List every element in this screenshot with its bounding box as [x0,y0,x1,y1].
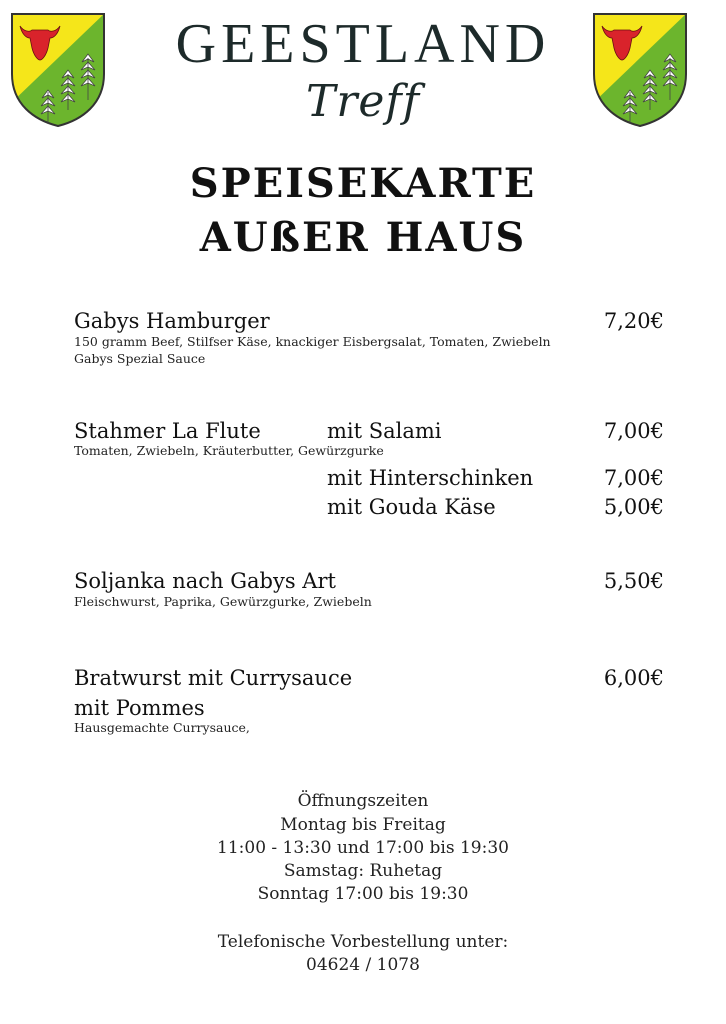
page-title: SPEISEKARTE [189,160,537,207]
menu-item-name-continued: mit Pommes [74,696,205,720]
menu-item-name: Soljanka nach Gabys Art [74,569,336,593]
hours-line: Montag bis Freitag [280,815,446,835]
menu-item-description: Hausgemachte Currysauce, [74,720,250,735]
contact-phone: 04624 / 1078 [306,955,420,975]
menu-option-price: 5,00€ [603,495,664,519]
hours-heading: Öffnungszeiten [297,791,429,811]
brand-script: Treff [306,76,420,127]
menu-item-description: Tomaten, Zwiebeln, Kräuterbutter, Gewürzgurke [74,443,384,458]
hours-line: Samstag: Ruhetag [283,861,443,881]
menu-item-name: Bratwurst mit Currysauce [74,666,353,690]
hours-line: Sonntag 17:00 bis 19:30 [257,884,469,904]
brand-name: GEESTLAND [175,13,551,75]
menu-item-description: Gabys Spezial Sauce [74,351,206,366]
menu-item-name: Gabys Hamburger [74,309,270,333]
menu-item-price: 7,20€ [603,309,664,333]
menu-option-label: mit Hinterschinken [327,466,534,490]
hours-line: 11:00 - 13:30 und 17:00 bis 19:30 [217,838,509,858]
menu-option-price: 7,00€ [603,466,664,490]
menu-option-price: 7,00€ [603,419,664,443]
menu-item-description: Fleischwurst, Paprika, Gewürzgurke, Zwiebeln [74,594,372,609]
menu-item-description: 150 gramm Beef, Stilfser Käse, knackiger Eisbergsalat, Tomaten, Zwiebeln [74,334,551,349]
menu-option-label: mit Gouda Käse [327,495,496,519]
page-subtitle: AUßER HAUS [199,214,527,261]
contact-label: Telefonische Vorbestellung unter: [217,932,509,952]
menu-item-name: Stahmer La Flute [74,419,261,443]
menu-option-label: mit Salami [327,419,442,443]
menu-item-price: 5,50€ [603,569,664,593]
menu-item-price: 6,00€ [603,666,664,690]
